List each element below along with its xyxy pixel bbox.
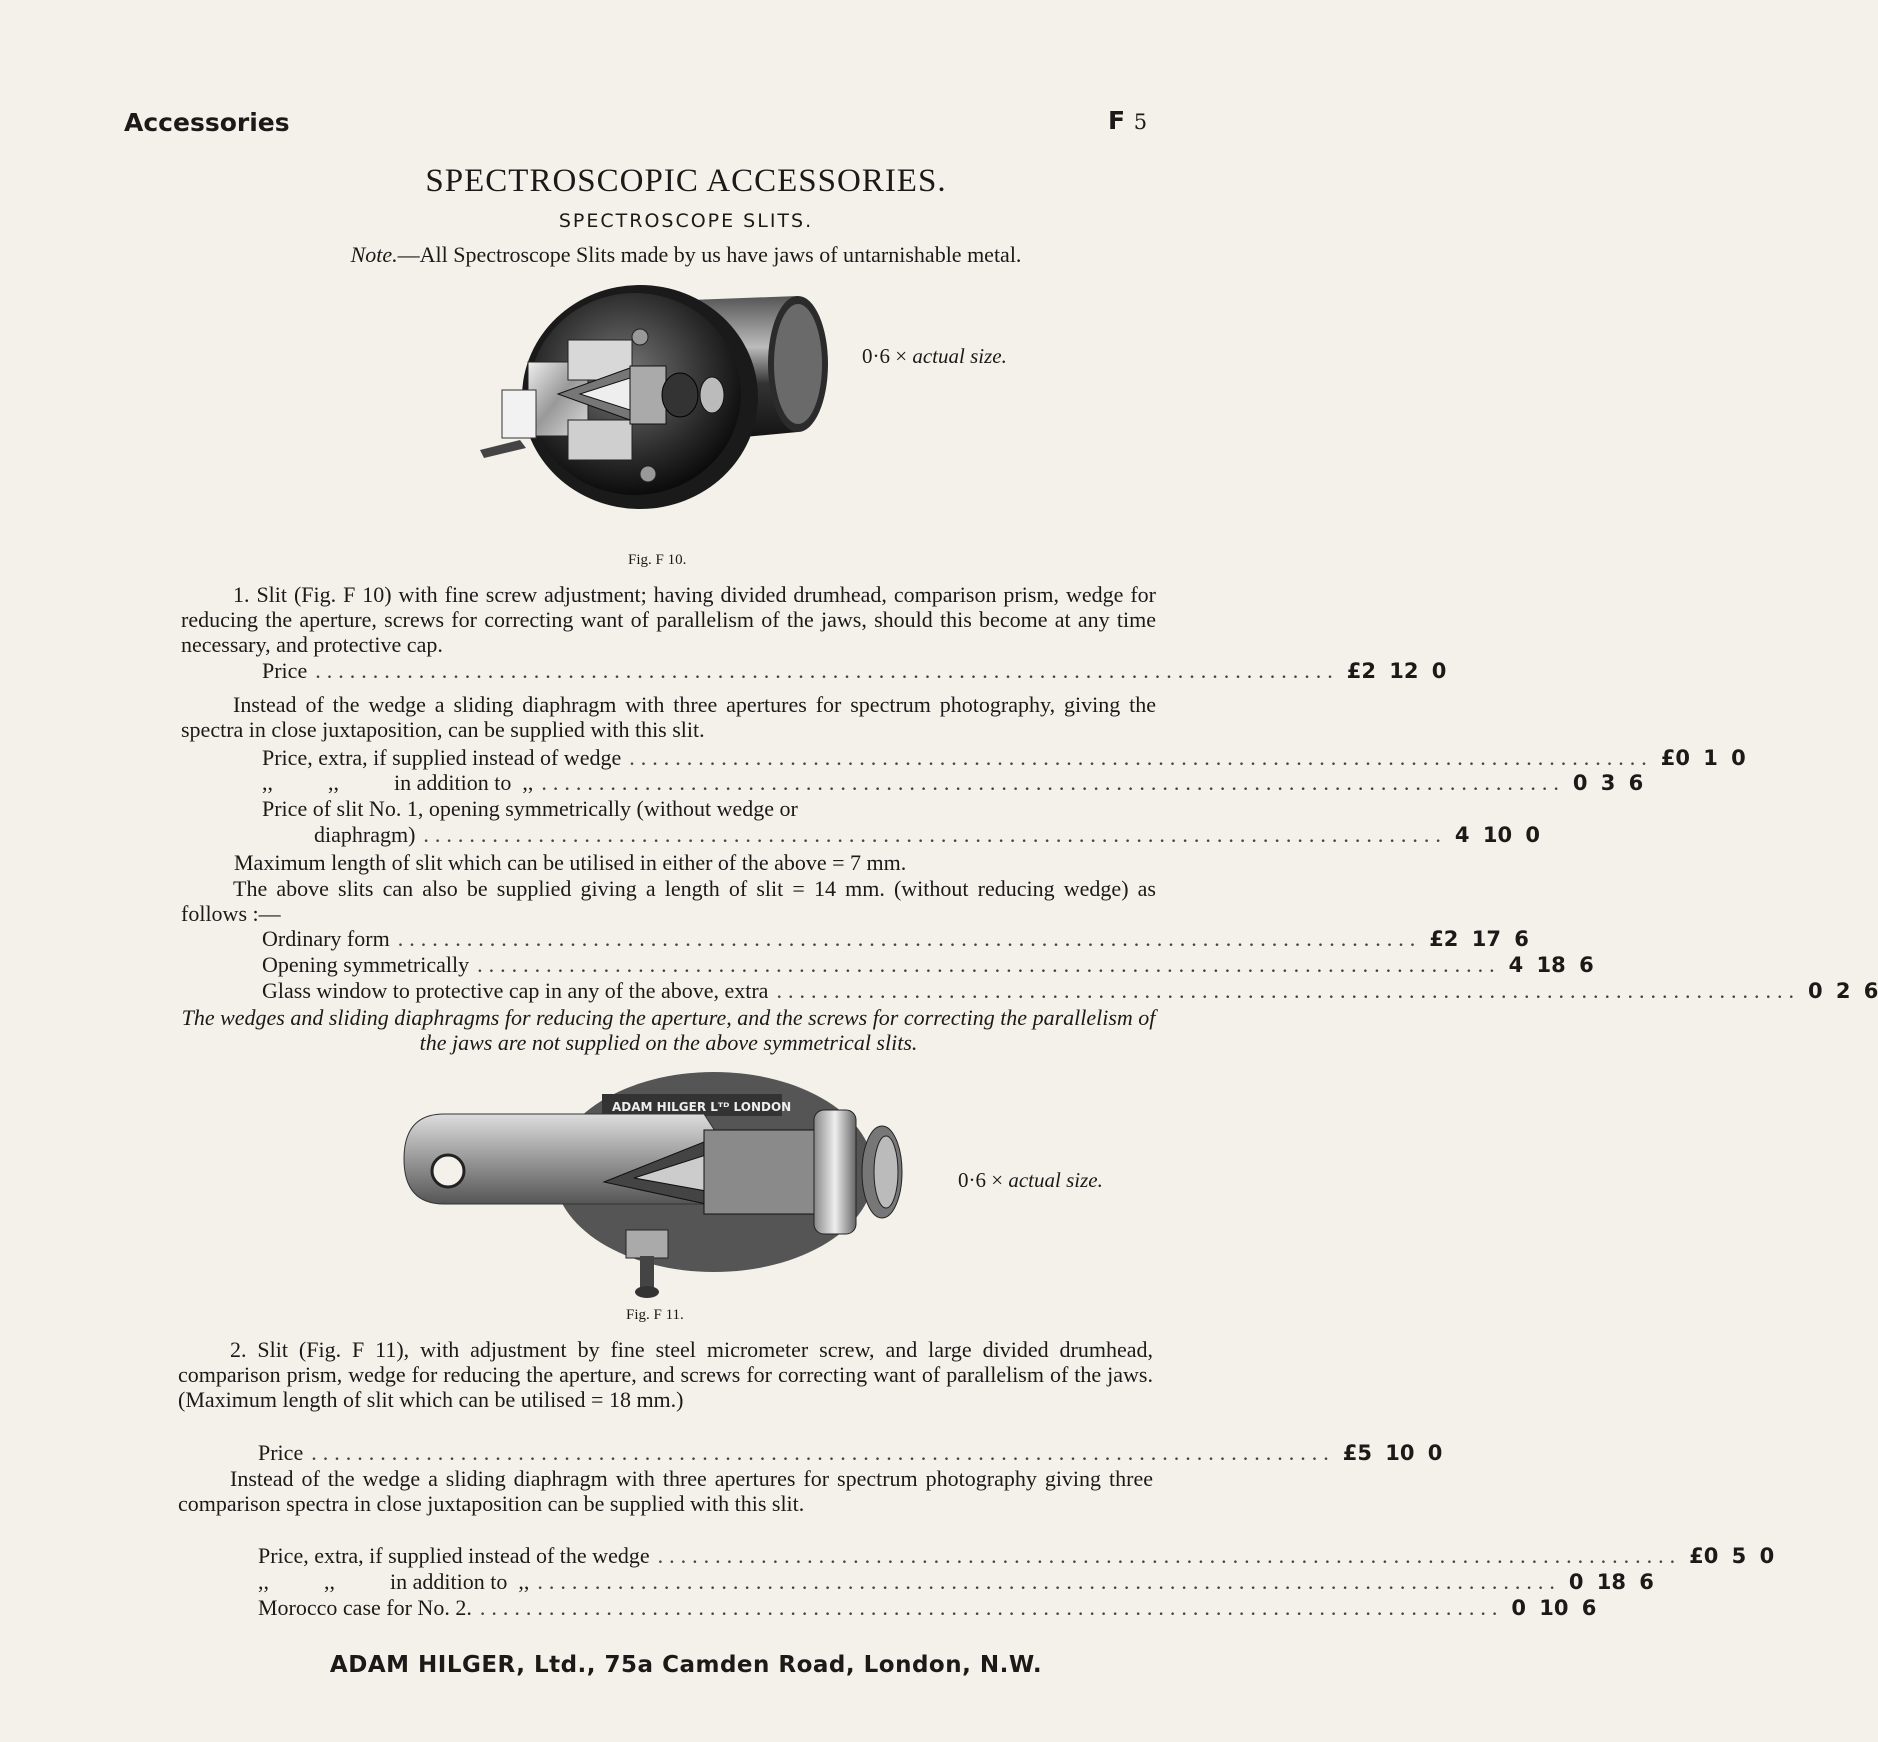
figure-f10-scale [862,344,1007,369]
item2-extra-addition-amount: 0 18 6 [1568,1570,1654,1594]
item1-price-amount: £2 12 0 [1346,659,1447,683]
item1-description: 1. Slit (Fig. F 10) with fine screw adjustment; having divided drumhead, comparison prism, wedge for reducing the aperture, screws for correcting want of parallelism of the jaws, should this become at any time necessary, and protective cap. [181,582,1156,657]
item1-extra-instead-amount: £0 1 0 [1660,746,1746,770]
item2-price-amount: £5 10 0 [1342,1441,1443,1465]
publisher-footer: ADAM HILGER, Ltd., 75a Camden Road, London, N.W. [329,1652,1043,1678]
page-digit: 5 [1133,110,1148,134]
item1-price-label: Price [262,658,308,683]
item1-italic-note: The wedges and sliding diaphragms for reducing the aperture, and the screws for correcting the parallelism of the jaws are not supplied on the above symmetrical slits. [181,1005,1156,1055]
item2-extra-addition-line [258,1569,1654,1595]
figure-f11-engraving: ADAM HILGER Lᵀᴰ LONDON [612,1100,792,1114]
item2-morocco-line [258,1595,1597,1621]
leader-dots: ......................................................................................... [477,952,1501,977]
item1-extra-instead-line [262,745,1746,771]
item1-opening-sym-label: Opening symmetrically [262,952,470,977]
item1-ordinary-line [262,926,1529,952]
item2-extra-instead-label: Price, extra, if supplied instead of the wedge [258,1543,650,1568]
item1-opening-sym-amount: 4 18 6 [1508,953,1594,977]
item1-extra-addition-line [262,770,1644,796]
item1-max-length: Maximum length of slit which can be utilised in either of the above = 7 mm. [234,850,907,875]
item2-morocco-amount: 0 10 6 [1511,1596,1597,1620]
figure-f10-scale-text: actual size. [912,344,1007,368]
item2-extra-instead-line [258,1543,1775,1569]
item1-symmetric-label: diaphragm) [314,822,416,847]
item1-extra-addition-amount: 0 3 6 [1572,771,1644,795]
item1-symmetric-amount: 4 10 0 [1454,823,1540,847]
figure-f10-caption: Fig. F 10. [628,552,687,568]
item1-glass-window-label: Glass window to protective cap in any of the above, extra [262,978,769,1003]
item1-ordinary-amount: £2 17 6 [1429,927,1529,951]
figure-f11-scale-factor: 0·6 × [958,1168,1009,1192]
figure-f11-scale [958,1168,1103,1193]
item1-extra-instead-label: Price, extra, if supplied instead of wedge [262,745,622,770]
item1-symmetric-line1 [262,796,1156,822]
section-header: Accessories [124,108,290,137]
item2-morocco-label: Morocco case for No. 2. [258,1595,472,1620]
page-number [1108,106,1147,135]
item2-price-line [258,1440,1443,1466]
item1-ordinary-label: Ordinary form [262,926,390,951]
leader-dots: ......................................................................................... [423,822,1447,847]
item1-price-line [262,658,1447,684]
leader-dots: ......................................................................................... [397,926,1422,951]
figure-f10-illustration [480,282,870,522]
leader-dots: ......................................................................................... [541,770,1565,795]
item2-extra-addition-label: ,, ,, in addition to ,, [258,1569,530,1594]
figure-f10-scale-factor: 0·6 × [862,344,913,368]
page-subtitle: SPECTROSCOPE SLITS. [558,210,814,232]
leader-dots: ......................................................................................... [776,978,1800,1003]
item2-price-label: Price [258,1440,304,1465]
page-title: SPECTROSCOPIC ACCESSORIES. [425,163,947,199]
item1-opening-sym-line [262,952,1594,978]
leader-dots: ......................................................................................... [537,1569,1561,1594]
item1-glass-window-amount: 0 2 6 [1807,979,1878,1003]
leader-dots: ......................................................................................... [311,1440,1335,1465]
figure-f11-illustration [404,1070,944,1302]
leader-dots: ......................................................................................... [479,1595,1504,1620]
figure-f11-scale-text: actual size. [1008,1168,1103,1192]
item1-symmetric-line [314,822,1540,848]
figure-f11-caption: Fig. F 11. [626,1307,684,1323]
item1-diaphragm-text: Instead of the wedge a sliding diaphragm with three apertures for spectrum photography, giving the spectra in close juxtaposition, can be supplied with this slit. [181,692,1156,742]
leader-dots: ......................................................................................... [629,745,1653,770]
leader-dots: ......................................................................................... [315,658,1339,683]
page-letter: F [1108,106,1126,135]
item2-description: 2. Slit (Fig. F 11), with adjustment by fine steel micrometer screw, and large divided drumhead, comparison prism, wedge for reducing the aperture, and screws for correcting want of parallelism of the jaws. (Maximum length of slit which can be utilised = 18 mm.) [178,1337,1153,1412]
note [0,242,1372,268]
item1-alt-text: The above slits can also be supplied giving a length of slit = 14 mm. (without reducing wedge) as follows :— [181,876,1156,926]
note-text: —All Spectroscope Slits made by us have jaws of untarnishable metal. [397,242,1022,267]
item2-diaphragm-text: Instead of the wedge a sliding diaphragm with three apertures for spectrum photography giving three comparison spectra in close juxtaposition can be supplied with this slit. [178,1466,1153,1516]
item1-glass-window-line [262,978,1878,1004]
item1-extra-addition-label: ,, ,, in addition to ,, [262,770,534,795]
item1-symmetric-text: Price of slit No. 1, opening symmetrically (without wedge or [262,796,798,821]
note-label: Note. [350,242,398,267]
leader-dots: ......................................................................................... [657,1543,1682,1568]
item2-extra-instead-amount: £0 5 0 [1689,1544,1775,1568]
